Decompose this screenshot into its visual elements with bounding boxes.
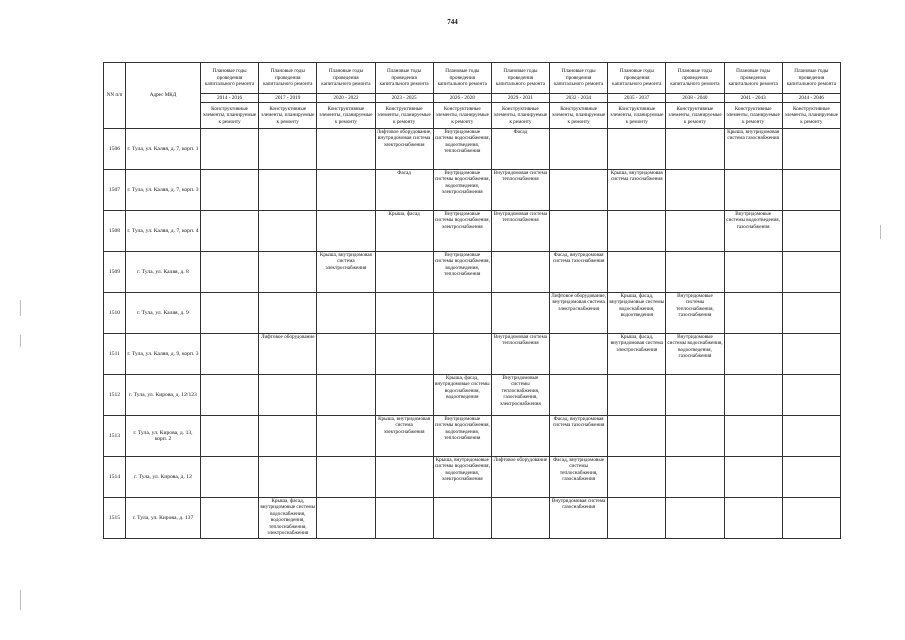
row-number: 1507 xyxy=(104,170,126,211)
repair-cell xyxy=(782,252,840,293)
repair-cell xyxy=(608,129,666,170)
repair-cell xyxy=(782,498,840,539)
repair-cell xyxy=(491,498,549,539)
table-row xyxy=(104,416,841,457)
repair-cell xyxy=(201,334,259,375)
repair-cell xyxy=(259,170,317,211)
repair-cell xyxy=(375,293,433,334)
repair-cell xyxy=(433,334,491,375)
repair-cell: Внутридомовые системы водоснабжения, водоотведения, теплоснабжения xyxy=(433,252,491,293)
elements-header: Конструктивные элементы, планируемые к ремонту xyxy=(666,103,724,129)
repair-cell: Крыша, фасад xyxy=(375,211,433,252)
repair-cell: Крыша, внутридомовая система электроснабжения xyxy=(317,252,375,293)
plan-years-header: Плановые годы проведения капитального ремонта xyxy=(259,63,317,94)
repair-cell xyxy=(317,457,375,498)
repair-cell xyxy=(608,252,666,293)
row-address: г. Тула, ул. Каляя, д. 8 xyxy=(126,252,201,293)
row-number: 1512 xyxy=(104,375,126,416)
repair-cell xyxy=(375,334,433,375)
repair-cell xyxy=(782,416,840,457)
repair-cell xyxy=(433,498,491,539)
repair-cell xyxy=(259,375,317,416)
repair-cell xyxy=(782,211,840,252)
row-address: г. Тула, ул. Каляя, д. 7, корп. 4 xyxy=(126,211,201,252)
repair-cell xyxy=(375,457,433,498)
margin-mark xyxy=(880,225,881,239)
repair-cell xyxy=(550,129,608,170)
row-address: г. Тула, ул. Кирова, д. 137 xyxy=(126,498,201,539)
table-row xyxy=(104,170,841,211)
repair-cell: Внутридомовые системы водоснабжения, водоотведения, теплоснабжения xyxy=(433,129,491,170)
repair-cell xyxy=(375,498,433,539)
row-number: 1511 xyxy=(104,334,126,375)
repair-cell xyxy=(201,129,259,170)
period-header: 2029 - 2031 xyxy=(491,94,549,103)
table-row xyxy=(104,252,841,293)
repair-cell xyxy=(201,457,259,498)
plan-years-header: Плановые годы проведения капитального ремонта xyxy=(608,63,666,94)
repair-cell: Внутридомовые системы водоснабжения, водоотведения, электроснабжения xyxy=(433,170,491,211)
plan-years-header: Плановые годы проведения капитального ремонта xyxy=(491,63,549,94)
repair-cell: Внутридомовая система теплоснабжения xyxy=(491,211,549,252)
repair-schedule-table xyxy=(103,62,841,539)
period-header: 2032 - 2034 xyxy=(550,94,608,103)
repair-cell xyxy=(201,375,259,416)
row-address: г. Тула, ул. Каляя, д. 7, корп. 1 xyxy=(126,129,201,170)
margin-mark xyxy=(20,590,21,610)
repair-cell xyxy=(317,293,375,334)
repair-cell xyxy=(782,293,840,334)
period-header: 2038 - 2040 xyxy=(666,94,724,103)
repair-cell xyxy=(201,170,259,211)
repair-cell xyxy=(317,375,375,416)
plan-years-header: Плановые годы проведения капитального ремонта xyxy=(724,63,782,94)
repair-cell xyxy=(317,211,375,252)
repair-cell: Крыша, внутридомовая система газоснабжения xyxy=(724,129,782,170)
row-number: 1509 xyxy=(104,252,126,293)
table-row xyxy=(104,498,841,539)
repair-cell xyxy=(433,293,491,334)
table-row xyxy=(104,334,841,375)
row-address: г. Тула, ул. Кирова, д. 12 xyxy=(126,457,201,498)
repair-cell: Внутридомовая система теплоснабжения xyxy=(491,170,549,211)
repair-cell xyxy=(550,211,608,252)
repair-cell: Лифтовое оборудование xyxy=(491,457,549,498)
period-header: 2044 - 2046 xyxy=(782,94,840,103)
table-row xyxy=(104,129,841,170)
repair-cell xyxy=(608,457,666,498)
row-number: 1510 xyxy=(104,293,126,334)
table-row xyxy=(104,375,841,416)
plan-years-header: Плановые годы проведения капитального ремонта xyxy=(666,63,724,94)
row-address: г. Тула, ул. Кирова, д. 13, корп. 2 xyxy=(126,416,201,457)
repair-cell xyxy=(782,457,840,498)
repair-cell: Крыша, фасад, внутридомовые системы водоснабжения, водоотведения, теплоснабжения, электроснабжения xyxy=(259,498,317,539)
repair-cell: Внутридомовые системы теплоснабжения, газоснабжения, электроснабжения xyxy=(491,375,549,416)
repair-cell: Крыша, фасад, внутридомовые системы водоснабжения, водоотведения xyxy=(608,293,666,334)
repair-cell xyxy=(666,416,724,457)
period-header: 2035 - 2037 xyxy=(608,94,666,103)
elements-header: Конструктивные элементы, планируемые к ремонту xyxy=(259,103,317,129)
repair-cell xyxy=(666,375,724,416)
elements-header: Конструктивные элементы, планируемые к ремонту xyxy=(433,103,491,129)
row-number: 1515 xyxy=(104,498,126,539)
repair-cell xyxy=(259,293,317,334)
repair-cell: Крыша, внутридомовые системы водоснабжения, водоотведения, электроснабжения xyxy=(433,457,491,498)
row-address: г. Тула, ул. Каляя, д. 9, корп. 3 xyxy=(126,334,201,375)
repair-cell xyxy=(317,334,375,375)
repair-cell xyxy=(724,457,782,498)
elements-header: Конструктивные элементы, планируемые к ремонту xyxy=(608,103,666,129)
repair-cell xyxy=(317,416,375,457)
plan-years-header: Плановые годы проведения капитального ремонта xyxy=(550,63,608,94)
period-header: 2026 - 2028 xyxy=(433,94,491,103)
repair-cell xyxy=(259,416,317,457)
repair-cell xyxy=(666,252,724,293)
repair-cell xyxy=(666,129,724,170)
period-header: 2041 - 2043 xyxy=(724,94,782,103)
plan-years-header: Плановые годы проведения капитального ремонта xyxy=(433,63,491,94)
row-number: 1513 xyxy=(104,416,126,457)
row-number: 1506 xyxy=(104,129,126,170)
repair-cell: Фасад xyxy=(375,170,433,211)
repair-cell xyxy=(666,498,724,539)
repair-cell: Лифтовое оборудование xyxy=(259,334,317,375)
repair-cell: Крыша, фасад, внутридомовая система электроснабжения xyxy=(608,334,666,375)
repair-cell xyxy=(666,457,724,498)
repair-cell xyxy=(550,375,608,416)
repair-cell: Лифтовое оборудование, внутридомовая система электроснабжения xyxy=(550,293,608,334)
elements-header: Конструктивные элементы, планируемые к ремонту xyxy=(375,103,433,129)
period-header: 2014 - 2016 xyxy=(201,94,259,103)
repair-cell xyxy=(724,252,782,293)
repair-cell xyxy=(317,498,375,539)
repair-cell xyxy=(666,211,724,252)
nn-header: NN п/п xyxy=(104,63,126,129)
plan-years-header: Плановые годы проведения капитального ремонта xyxy=(782,63,840,94)
address-header: Адрес МКД xyxy=(126,63,201,129)
repair-cell: Внутридомовые системы водоотведения, газоснабжения xyxy=(724,211,782,252)
repair-cell xyxy=(491,416,549,457)
repair-cell xyxy=(608,416,666,457)
row-address: г. Тула, ул. Каляя, д. 7, корп. 3 xyxy=(126,170,201,211)
repair-cell xyxy=(724,416,782,457)
repair-cell xyxy=(724,375,782,416)
repair-cell xyxy=(317,129,375,170)
repair-cell xyxy=(375,375,433,416)
repair-cell xyxy=(201,252,259,293)
repair-cell: Фасад, внутридомовая система газоснабжения xyxy=(550,252,608,293)
repair-cell xyxy=(608,498,666,539)
repair-cell xyxy=(782,170,840,211)
repair-cell: Крыша, внутридомовая система электроснабжения xyxy=(375,416,433,457)
repair-cell xyxy=(724,293,782,334)
row-address: г. Тула, ул. Каляя, д. 9 xyxy=(126,293,201,334)
period-header: 2020 - 2022 xyxy=(317,94,375,103)
repair-cell xyxy=(491,293,549,334)
repair-cell xyxy=(259,211,317,252)
repair-cell: Внутридомовые системы водоснабжения, электроснабжения xyxy=(433,211,491,252)
repair-cell: Внутридомовые системы теплоснабжения, газоснабжения xyxy=(666,293,724,334)
repair-cell xyxy=(375,252,433,293)
elements-header: Конструктивные элементы, планируемые к ремонту xyxy=(317,103,375,129)
repair-cell xyxy=(259,457,317,498)
repair-cell: Крыша, внутридомовая система газоснабжения xyxy=(608,170,666,211)
repair-cell xyxy=(201,211,259,252)
page-number: 744 xyxy=(447,18,458,26)
repair-cell: Внутридомовые системы водоснабжения, водоотведения, газоснабжения xyxy=(666,334,724,375)
margin-mark xyxy=(20,300,21,316)
repair-cell xyxy=(491,252,549,293)
row-address: г. Тула, ул. Кирова, д. 12/123 xyxy=(126,375,201,416)
elements-header: Конструктивные элементы, планируемые к ремонту xyxy=(491,103,549,129)
repair-cell xyxy=(724,334,782,375)
repair-cell xyxy=(724,498,782,539)
repair-cell xyxy=(550,334,608,375)
repair-cell: Внутридомовая система газоснабжения xyxy=(550,498,608,539)
period-header: 2023 - 2025 xyxy=(375,94,433,103)
elements-header: Конструктивные элементы, планируемые к ремонту xyxy=(550,103,608,129)
plan-years-header: Плановые годы проведения капитального ремонта xyxy=(201,63,259,94)
repair-cell xyxy=(666,170,724,211)
repair-cell: Фасад xyxy=(491,129,549,170)
row-number: 1514 xyxy=(104,457,126,498)
repair-cell xyxy=(259,129,317,170)
repair-cell: Крыша, фасад, внутридомовые системы водоснабжения, водоотведения xyxy=(433,375,491,416)
table-row xyxy=(104,293,841,334)
repair-cell xyxy=(259,252,317,293)
elements-header: Конструктивные элементы, планируемые к ремонту xyxy=(201,103,259,129)
repair-cell xyxy=(317,170,375,211)
repair-cell xyxy=(608,375,666,416)
repair-cell xyxy=(608,211,666,252)
table-row xyxy=(104,211,841,252)
elements-header: Конструктивные элементы, планируемые к ремонту xyxy=(782,103,840,129)
repair-cell: Фасад, внутридомовая система газоснабжения xyxy=(550,416,608,457)
repair-cell xyxy=(201,293,259,334)
repair-cell xyxy=(782,375,840,416)
repair-cell xyxy=(724,170,782,211)
repair-cell xyxy=(782,334,840,375)
elements-header: Конструктивные элементы, планируемые к ремонту xyxy=(724,103,782,129)
repair-cell: Внутридомовые системы водоснабжения, водоотведения, теплоснабжения xyxy=(433,416,491,457)
repair-cell xyxy=(201,498,259,539)
row-number: 1508 xyxy=(104,211,126,252)
margin-mark xyxy=(20,335,21,347)
plan-years-header: Плановые годы проведения капитального ремонта xyxy=(317,63,375,94)
repair-cell xyxy=(782,129,840,170)
repair-cell: Фасад, внутридомовые системы теплоснабжения, газоснабжения xyxy=(550,457,608,498)
table-row xyxy=(104,457,841,498)
plan-years-header: Плановые годы проведения капитального ремонта xyxy=(375,63,433,94)
repair-cell: Внутридомовая система теплоснабжения xyxy=(491,334,549,375)
period-header: 2017 - 2019 xyxy=(259,94,317,103)
repair-cell xyxy=(550,170,608,211)
repair-cell xyxy=(201,416,259,457)
repair-cell: Лифтовое оборудование, внутридомовая система электроснабжения xyxy=(375,129,433,170)
